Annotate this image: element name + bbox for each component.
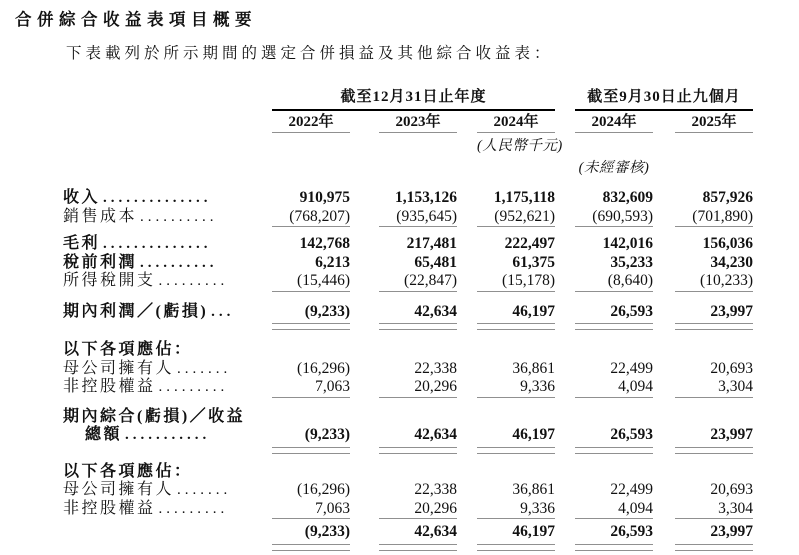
- row-label-text: 母公司擁有人: [63, 481, 175, 498]
- table-row: [15, 254, 775, 273]
- cell-value: 35,233: [610, 253, 653, 271]
- single-rule-row: [15, 291, 775, 294]
- dot-leader: .......: [177, 482, 232, 498]
- single-rule-row: [15, 518, 775, 521]
- double-rule: [272, 544, 350, 551]
- cell-value: 65,481: [414, 253, 457, 271]
- double-rule: [675, 544, 753, 551]
- cell-value: 22,338: [414, 481, 457, 498]
- table-row: [15, 189, 775, 208]
- cell-value: 9,336: [520, 499, 555, 517]
- single-rule: [477, 518, 555, 521]
- row-label: [15, 341, 272, 360]
- table-row: [15, 481, 775, 500]
- double-rule-row: [15, 542, 775, 552]
- row-label: [15, 272, 272, 291]
- year-header-2025-9m: 2025年: [675, 113, 753, 133]
- double-rule: [575, 544, 653, 551]
- group-header-nine-months: 截至9月30日止九個月: [575, 85, 753, 111]
- cell-value: 910,975: [299, 189, 350, 206]
- dot-leader: ..............: [103, 190, 212, 206]
- cell-value: (8,640): [607, 272, 653, 289]
- table-row: [15, 426, 775, 445]
- cell-value: 22,499: [610, 481, 653, 498]
- cell-value: (16,296): [297, 359, 350, 377]
- cell-value: (15,446): [297, 272, 350, 289]
- cell-value: 4,094: [618, 499, 653, 517]
- row-label-text: 期內利潤／(虧損): [63, 302, 209, 320]
- row-label-text: 總額: [85, 426, 123, 443]
- row-label: [15, 378, 272, 397]
- single-rule: [675, 226, 753, 229]
- year-header-2022: 2022年: [272, 113, 350, 133]
- group-header-annual: 截至12月31日止年度: [272, 85, 555, 111]
- row-label-text: 所得稅開支: [63, 272, 156, 289]
- intro-paragraph: 下表載列於所示期間的選定合併損益及其他綜合收益表：: [66, 45, 554, 62]
- cell-value: 7,063: [315, 378, 350, 395]
- double-rule-row: [15, 321, 775, 331]
- income-statement-table: [15, 85, 775, 552]
- table-body: [15, 189, 775, 552]
- cell-value: (16,296): [297, 481, 350, 498]
- single-rule: [675, 397, 753, 400]
- cell-value: 42,634: [414, 302, 457, 320]
- column-group-header-row: [15, 85, 775, 111]
- cell-value: 23,997: [710, 302, 753, 320]
- cell-value: (15,178): [502, 272, 555, 289]
- cell-value: 61,375: [512, 253, 555, 271]
- table-row: [15, 378, 775, 397]
- single-rule-row: [15, 397, 775, 400]
- currency-note-row: [15, 136, 775, 156]
- table-row: [15, 235, 775, 254]
- double-rule: [272, 447, 350, 454]
- cell-value: 26,593: [610, 302, 653, 320]
- audit-note-row: [15, 158, 775, 178]
- dot-leader: .........: [158, 273, 229, 289]
- single-rule: [575, 518, 653, 521]
- single-rule: [379, 291, 457, 294]
- year-header-2024: 2024年: [477, 113, 555, 133]
- single-rule: [477, 397, 555, 400]
- table-row: [15, 341, 775, 360]
- year-header-2023: 2023年: [379, 113, 457, 133]
- single-rule: [575, 291, 653, 294]
- row-label-text: 銷售成本: [63, 207, 138, 225]
- dot-leader: .........: [158, 500, 229, 517]
- year-header-2024-9m: 2024年: [575, 113, 653, 133]
- row-label-text: 稅前利潤: [63, 253, 138, 271]
- section-title: 合併綜合收益表項目概要: [15, 11, 257, 29]
- double-rule: [575, 447, 653, 454]
- cell-value: 20,693: [710, 359, 753, 377]
- cell-value: (10,233): [700, 272, 753, 289]
- row-label-text: 以下各項應佔：: [63, 462, 193, 480]
- table-row: [15, 463, 775, 482]
- row-label-text: 毛利: [63, 235, 101, 252]
- dot-leader: ..............: [103, 236, 212, 252]
- double-rule: [477, 447, 555, 454]
- dot-leader: .......: [177, 360, 232, 377]
- cell-value: (768,207): [289, 207, 350, 225]
- cell-value: 22,499: [610, 359, 653, 377]
- dot-leader: ..........: [140, 254, 218, 271]
- cell-value: 142,768: [299, 235, 350, 252]
- row-label: [15, 303, 272, 322]
- year-header-row: [15, 113, 775, 133]
- cell-value: 22,338: [414, 359, 457, 377]
- cell-value: (935,645): [396, 207, 457, 225]
- single-rule: [675, 291, 753, 294]
- double-rule-row: [15, 445, 775, 455]
- row-label: [15, 426, 272, 445]
- cell-value: 20,693: [710, 481, 753, 498]
- cell-value: 26,593: [610, 426, 653, 443]
- cell-value: (701,890): [692, 207, 753, 225]
- single-rule: [379, 518, 457, 521]
- double-rule: [675, 323, 753, 330]
- double-rule: [379, 447, 457, 454]
- dot-leader: ...........: [125, 427, 211, 443]
- cell-value: (690,593): [592, 207, 653, 225]
- cell-value: 3,304: [718, 499, 753, 517]
- cell-value: 142,016: [602, 235, 653, 252]
- cell-value: 42,634: [414, 523, 457, 540]
- dot-leader: ...: [211, 303, 235, 320]
- table-row: [15, 360, 775, 379]
- cell-value: 857,926: [702, 189, 753, 206]
- cell-value: 36,861: [512, 359, 555, 377]
- row-label: [15, 408, 272, 427]
- row-label-text: 非控股權益: [63, 378, 156, 395]
- label-column-spacer: [15, 113, 272, 133]
- double-rule: [675, 447, 753, 454]
- cell-value: 46,197: [512, 302, 555, 320]
- single-rule: [379, 226, 457, 229]
- cell-value: 217,481: [406, 235, 457, 252]
- cell-value: 1,175,118: [493, 189, 555, 206]
- single-rule: [575, 397, 653, 400]
- row-label: [15, 481, 272, 500]
- double-rule: [272, 323, 350, 330]
- row-label-text: 收入: [63, 189, 101, 206]
- single-rule: [477, 226, 555, 229]
- row-label: [15, 208, 272, 227]
- double-rule: [575, 323, 653, 330]
- cell-value: 26,593: [610, 523, 653, 540]
- row-label-text: 非控股權益: [63, 499, 156, 517]
- cell-value: 222,497: [504, 235, 555, 252]
- cell-value: (9,233): [304, 426, 350, 443]
- cell-value: 46,197: [512, 426, 555, 443]
- cell-value: 7,063: [315, 499, 350, 517]
- single-rule: [477, 291, 555, 294]
- row-label: [15, 523, 272, 542]
- cell-value: 156,036: [702, 235, 753, 252]
- row-label: [15, 360, 272, 379]
- single-rule: [272, 291, 350, 294]
- single-rule: [272, 518, 350, 521]
- cell-value: (22,847): [404, 272, 457, 289]
- cell-value: 46,197: [512, 523, 555, 540]
- cell-value: 42,634: [414, 426, 457, 443]
- audit-note: (未經審核): [578, 160, 650, 176]
- row-label: [15, 235, 272, 254]
- cell-value: 4,094: [618, 378, 653, 395]
- cell-value: 9,336: [520, 378, 555, 395]
- table-row: [15, 208, 775, 227]
- double-rule: [477, 544, 555, 551]
- double-rule: [379, 544, 457, 551]
- row-label-text: 母公司擁有人: [63, 359, 175, 377]
- row-label: [15, 463, 272, 482]
- single-rule: [675, 518, 753, 521]
- cell-value: 3,304: [718, 378, 753, 395]
- row-label: [15, 254, 272, 273]
- single-rule: [272, 226, 350, 229]
- cell-value: 23,997: [710, 523, 753, 540]
- dot-leader: .........: [158, 379, 229, 395]
- dot-leader: ..........: [140, 208, 218, 225]
- row-label-text: 以下各項應佔：: [63, 341, 193, 358]
- cell-value: (9,233): [304, 523, 350, 540]
- cell-value: 34,230: [710, 253, 753, 271]
- table-row: [15, 500, 775, 519]
- single-rule-row: [15, 226, 775, 229]
- row-label: [15, 189, 272, 208]
- currency-note: (人民幣千元): [477, 138, 563, 154]
- double-rule: [477, 323, 555, 330]
- cell-value: (9,233): [304, 302, 350, 320]
- cell-value: 6,213: [315, 253, 350, 271]
- single-rule: [379, 397, 457, 400]
- row-label-text: 期內綜合(虧損)／收益: [63, 407, 246, 425]
- single-rule: [272, 397, 350, 400]
- double-rule: [379, 323, 457, 330]
- cell-value: 832,609: [602, 189, 653, 206]
- single-rule: [575, 226, 653, 229]
- cell-value: 20,296: [414, 378, 457, 395]
- cell-value: 20,296: [414, 499, 457, 517]
- table-row: [15, 272, 775, 291]
- cell-value: 1,153,126: [395, 189, 457, 206]
- table-row: [15, 303, 775, 322]
- cell-value: 36,861: [512, 481, 555, 498]
- table-row: [15, 408, 775, 427]
- cell-value: (952,621): [494, 207, 555, 225]
- row-label: [15, 500, 272, 519]
- cell-value: 23,997: [710, 426, 753, 443]
- table-row: [15, 523, 775, 542]
